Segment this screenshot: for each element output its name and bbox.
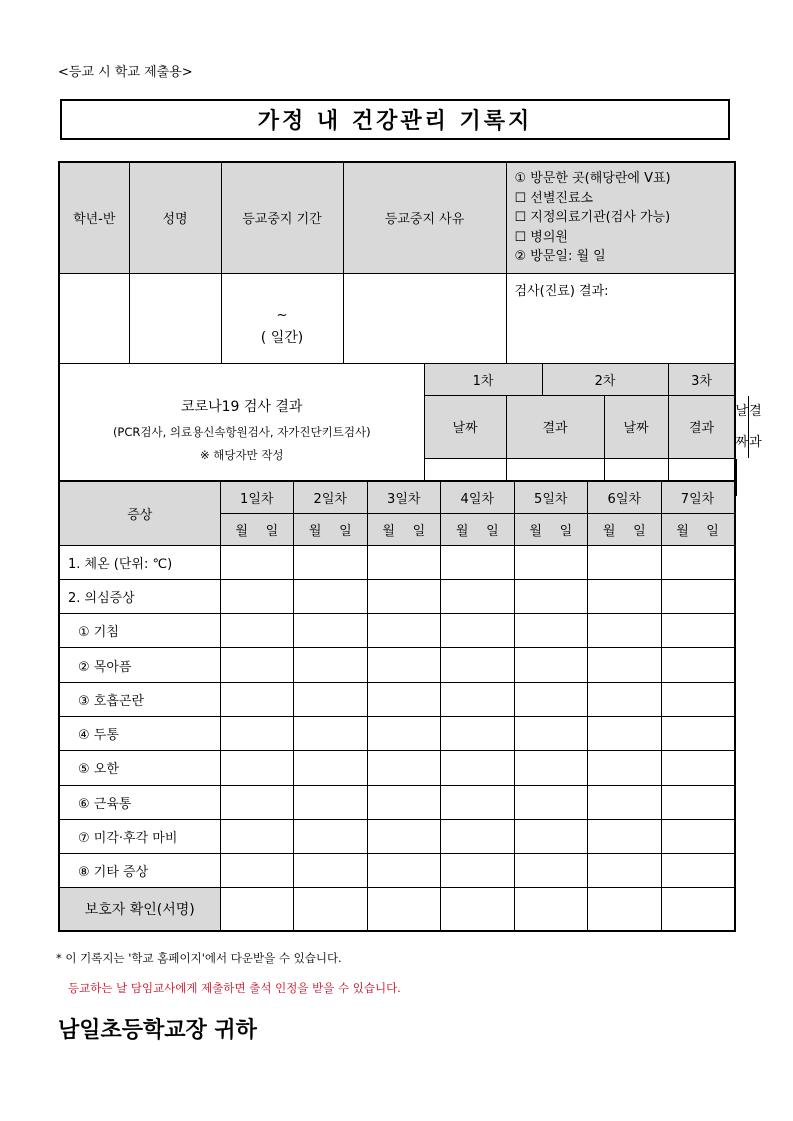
table-row (59, 648, 735, 682)
symptom-cell[interactable] (661, 682, 735, 716)
info-table (58, 161, 762, 498)
table-row (59, 716, 735, 750)
symptom-cell[interactable] (661, 648, 735, 682)
submission-note: <등교 시 학교 제출용> (58, 65, 193, 80)
symptom-cell[interactable] (514, 648, 588, 682)
round-2-date-header: 날짜 (604, 395, 668, 458)
covid-test-label-cell (59, 363, 424, 497)
symptom-cell[interactable] (294, 614, 368, 648)
symptom-cell[interactable] (294, 854, 368, 888)
month-label: 월 (455, 523, 469, 539)
title-box (60, 99, 730, 140)
round-1-header: 1차 (424, 363, 542, 395)
symptom-cell[interactable] (220, 579, 294, 613)
table-row (59, 854, 735, 888)
symptom-cell[interactable] (661, 785, 735, 819)
symptom-cell[interactable] (367, 854, 441, 888)
name-input[interactable] (129, 273, 221, 363)
table-row (59, 545, 735, 579)
day-label: 일 (486, 523, 499, 539)
day-label: 일 (265, 523, 279, 539)
table-row (59, 819, 735, 853)
day-label: 일 (339, 523, 352, 539)
symptom-cell[interactable] (220, 854, 294, 888)
covid-test-subtitle: (PCR검사, 의료용신속항원검사, 자가진단키트검사) (112, 425, 371, 439)
day-6-header: 6일차 (588, 481, 662, 513)
symptom-cell[interactable] (514, 716, 588, 750)
guardian-confirm-label: 보호자 확인(서명) (59, 888, 220, 931)
symptom-cell[interactable] (294, 545, 368, 579)
symptom-cell[interactable] (588, 854, 662, 888)
covid-test-note: ※ 해당자만 작성 (199, 448, 284, 462)
addressee: 남일초등학교장 귀하 (58, 1018, 257, 1043)
grade-class-header: 학년-반 (59, 162, 129, 273)
symptom-cell[interactable] (294, 682, 368, 716)
symptom-cell[interactable] (514, 819, 588, 853)
symptom-table (58, 480, 736, 932)
period-tilde: ~ (276, 307, 288, 323)
period-days: ( 일간) (260, 329, 304, 346)
day-2-header: 2일차 (294, 481, 368, 513)
symptom-header: 증상 (59, 481, 220, 545)
exam-result-label: 검사(진료) 결과: (514, 283, 609, 299)
month-label: 월 (235, 523, 248, 539)
day-label: 일 (706, 523, 719, 539)
symptom-cell[interactable] (220, 819, 294, 853)
symptom-cell[interactable] (588, 682, 662, 716)
guardian-signature-cell[interactable] (441, 888, 515, 931)
month-label: 월 (676, 523, 689, 539)
day-label: 일 (412, 523, 426, 539)
symptom-cell[interactable] (514, 614, 588, 648)
symptom-cell[interactable] (441, 648, 515, 682)
guardian-signature-cell[interactable] (367, 888, 441, 931)
month-label: 월 (308, 523, 322, 539)
symptom-cell[interactable] (294, 819, 368, 853)
symptom-cell[interactable] (367, 579, 441, 613)
symptom-label: ④ 두통 (59, 716, 220, 750)
day-7-header: 7일차 (661, 481, 735, 513)
symptom-cell[interactable] (661, 614, 735, 648)
symptom-cell[interactable] (367, 648, 441, 682)
symptom-cell[interactable] (441, 614, 515, 648)
guardian-signature-cell[interactable] (514, 888, 588, 931)
guardian-signature-cell[interactable] (661, 888, 735, 931)
symptom-cell[interactable] (441, 716, 515, 750)
symptom-cell[interactable] (441, 682, 515, 716)
round-2-header: 2차 (542, 363, 668, 395)
symptom-cell[interactable] (220, 614, 294, 648)
round-2-result-header: 결과 (668, 395, 735, 458)
symptom-cell[interactable] (661, 854, 735, 888)
symptom-cell[interactable] (514, 854, 588, 888)
symptom-cell[interactable] (514, 682, 588, 716)
day-6-date[interactable] (588, 513, 662, 545)
table-row (59, 682, 735, 716)
day-4-date[interactable] (441, 513, 515, 545)
symptom-cell[interactable] (220, 648, 294, 682)
day-label: 일 (633, 523, 646, 539)
visit-info-header (506, 162, 735, 273)
symptom-cell[interactable] (367, 785, 441, 819)
symptom-cell[interactable] (441, 751, 515, 785)
symptom-label: ② 목아픔 (59, 648, 220, 682)
day-1-date[interactable] (220, 513, 294, 545)
exam-result-cell[interactable] (506, 273, 735, 363)
symptom-cell[interactable] (661, 819, 735, 853)
visit-line: ☐ 병의원 (514, 229, 568, 245)
table-row (59, 785, 735, 819)
symptom-cell[interactable] (588, 614, 662, 648)
symptom-label: 2. 의심증상 (59, 579, 220, 613)
suspension-reason-input[interactable] (343, 273, 506, 363)
round-1-date-header: 날짜 (424, 395, 506, 458)
symptom-cell[interactable] (588, 545, 662, 579)
day-7-date[interactable] (661, 513, 735, 545)
day-5-date[interactable] (514, 513, 588, 545)
round-3-result-header: 결과 (749, 403, 762, 450)
page-title: 가정 내 건강관리 기록지 (257, 109, 533, 134)
visit-line: ① 방문한 곳(해당란에 V표) (514, 171, 671, 186)
day-3-date[interactable] (367, 513, 441, 545)
symptom-cell[interactable] (220, 785, 294, 819)
symptom-cell[interactable] (514, 785, 588, 819)
symptom-cell[interactable] (588, 579, 662, 613)
symptom-cell[interactable] (661, 579, 735, 613)
visit-line: ② 방문일: 월 일 (514, 249, 606, 264)
symptom-cell[interactable] (514, 751, 588, 785)
day-label: 일 (559, 523, 573, 539)
symptom-cell[interactable] (514, 545, 588, 579)
covid-test-title: 코로나19 검사 결과 (181, 399, 303, 415)
name-header: 성명 (129, 162, 221, 273)
guardian-signature-cell[interactable] (588, 888, 662, 931)
symptom-cell[interactable] (367, 819, 441, 853)
symptom-cell[interactable] (294, 648, 368, 682)
symptom-cell[interactable] (588, 751, 662, 785)
symptom-cell[interactable] (661, 751, 735, 785)
symptom-cell[interactable] (661, 545, 735, 579)
day-1-header: 1일차 (220, 481, 294, 513)
round-3-header: 3차 (668, 363, 735, 395)
attendance-note: 등교하는 날 담임교사에게 제출하면 출석 인정을 받을 수 있습니다. (68, 981, 401, 995)
symptom-cell[interactable] (441, 545, 515, 579)
symptom-cell[interactable] (588, 819, 662, 853)
symptom-cell[interactable] (441, 785, 515, 819)
symptom-cell[interactable] (441, 854, 515, 888)
grade-class-input[interactable] (59, 273, 129, 363)
symptom-label: ③ 호흡곤란 (59, 682, 220, 716)
symptom-cell[interactable] (220, 682, 294, 716)
symptom-cell[interactable] (294, 785, 368, 819)
symptom-label: ⑤ 오한 (59, 751, 220, 785)
guardian-signature-cell[interactable] (220, 888, 294, 931)
month-label: 월 (382, 523, 395, 539)
month-label: 월 (529, 523, 542, 539)
symptom-cell[interactable] (588, 716, 662, 750)
visit-lines (515, 169, 735, 267)
symptom-cell[interactable] (588, 648, 662, 682)
symptom-cell[interactable] (367, 545, 441, 579)
round-1-result-header: 결과 (506, 395, 604, 458)
symptom-cell[interactable] (367, 751, 441, 785)
symptom-cell[interactable] (294, 579, 368, 613)
symptom-cell[interactable] (514, 579, 588, 613)
day-5-header: 5일차 (514, 481, 588, 513)
symptom-label: ⑧ 기타 증상 (59, 854, 220, 888)
symptom-cell[interactable] (441, 579, 515, 613)
day-2-date[interactable] (294, 513, 368, 545)
symptom-cell[interactable] (588, 785, 662, 819)
symptom-cell[interactable] (367, 614, 441, 648)
table-row (59, 751, 735, 785)
symptom-cell[interactable] (367, 682, 441, 716)
symptom-cell[interactable] (220, 751, 294, 785)
visit-line: ☐ 선별진료소 (514, 190, 594, 206)
symptom-label: ⑦ 미각·후각 마비 (59, 819, 220, 853)
day-3-header: 3일차 (367, 481, 441, 513)
symptom-cell[interactable] (367, 716, 441, 750)
table-row (59, 579, 735, 613)
symptom-cell[interactable] (294, 751, 368, 785)
symptom-label: ① 기침 (59, 614, 220, 648)
symptom-label: ⑥ 근육통 (59, 785, 220, 819)
guardian-signature-cell[interactable] (294, 888, 368, 931)
symptom-cell[interactable] (661, 716, 735, 750)
download-note: * 이 기록지는 '학교 홈페이지'에서 다운받을 수 있습니다. (56, 951, 342, 965)
symptom-label: 1. 체온 (단위: ℃) (59, 545, 220, 579)
symptom-cell[interactable] (220, 716, 294, 750)
month-label: 월 (602, 523, 616, 539)
suspension-reason-header: 등교중지 사유 (343, 162, 506, 273)
suspension-period-header: 등교중지 기간 (221, 162, 343, 273)
symptom-cell[interactable] (294, 716, 368, 750)
round-3-date-header: 날짜 (736, 396, 750, 458)
suspension-period-input[interactable] (221, 273, 343, 363)
visit-line: ☐ 지정의료기관(검사 가능) (514, 210, 671, 225)
symptom-cell[interactable] (220, 545, 294, 579)
symptom-cell[interactable] (441, 819, 515, 853)
table-row (59, 614, 735, 648)
day-4-header: 4일차 (441, 481, 515, 513)
